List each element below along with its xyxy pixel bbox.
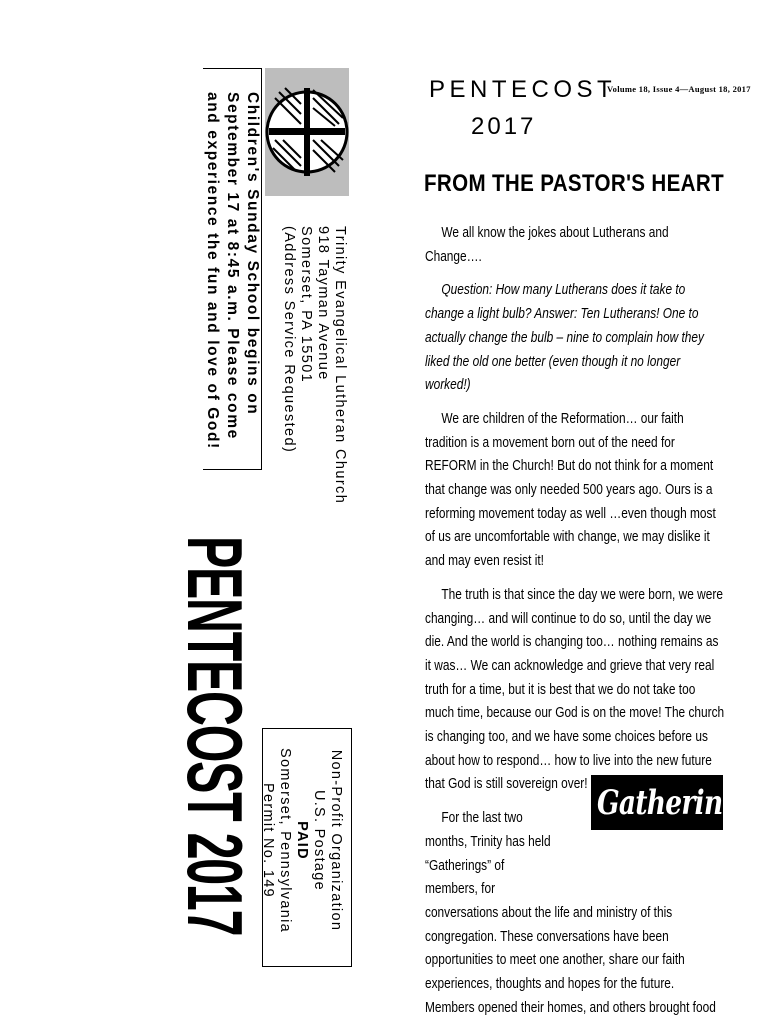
volume-issue: Volume 18, Issue 4—August 18, 2017 — [607, 84, 751, 94]
article-paragraph: Question: How many Lutherans does it take to change a light bulb? Answer: Ten Lutherans! One to actually change the bulb – nine to complain how they liked the old one better (even though it no longer worked!) — [425, 282, 704, 394]
section-title: FROM THE PASTOR'S HEART — [424, 170, 724, 197]
newsletter-year: 2017 — [471, 113, 537, 140]
cover-title: PENTECOST 2017 — [171, 536, 259, 936]
address-line: Trinity Evangelical Lutheran Church — [332, 226, 348, 505]
postage-line: PAID — [294, 821, 310, 860]
cross-emblem-icon — [265, 68, 349, 196]
church-address — [280, 226, 348, 504]
gatherings-logo-word: Gatherings — [597, 783, 755, 823]
pastor-article — [425, 222, 724, 1031]
sunday-school-notice — [202, 92, 262, 450]
sunday-school-line: and experience the fun and love of God! — [204, 92, 221, 450]
postage-line: Somerset, Pennsylvania — [277, 748, 293, 933]
church-logo — [265, 68, 349, 196]
article-paragraph — [425, 807, 724, 1020]
address-line: 918 Tayman Avenue — [315, 226, 331, 381]
postage-line: Non-Profit Organization — [328, 749, 344, 932]
postage-indicia — [259, 748, 344, 933]
address-line: Somerset, PA 15501 — [298, 226, 314, 384]
article-paragraph-text: For the last two months, Trinity has held “Gatherings” of members, for conversations about the life and ministry of this congregation. These conversations have been opportunities to meet one another, share our faith experiences, thoughts and hopes for the future. Members opened their homes, and others brought food — [425, 810, 716, 1016]
postage-line: U.S. Postage — [311, 789, 327, 891]
postage-line: Permit No. 149 — [260, 783, 276, 898]
sunday-school-line: September 17 at 8:45 a.m. Please come — [224, 92, 241, 440]
gatherings-logo — [591, 775, 755, 830]
sunday-school-line: Children's Sunday School begins on — [244, 92, 261, 416]
article-paragraph: The truth is that since the day we were born, we were changing… and will continue to do so, until the day we die. And the world is changing too… nothing remains as it was… We can acknowledge and grieve that very real truth for a time, but it is best that we do not take too much time, because our God is on the move! The church is changing too, and we have some choices before us about how to respond… how to live into the new future that God is still sovereign over! — [425, 586, 725, 793]
newsletter-title: PENTECOST — [429, 76, 617, 103]
article-paragraph: We are children of the Reformation… our faith tradition is a movement born out of the need for REFORM in the Church! But do not think for a moment that change was only needed 500 years ago. Ours is a reforming movement today as well …even though most of us are uncomfortable with change, we may dislike it and may even resist it! — [425, 410, 716, 570]
address-line: (Address Service Requested) — [281, 226, 297, 454]
article-paragraph: We all know the jokes about Lutherans and Change…. — [425, 225, 669, 265]
